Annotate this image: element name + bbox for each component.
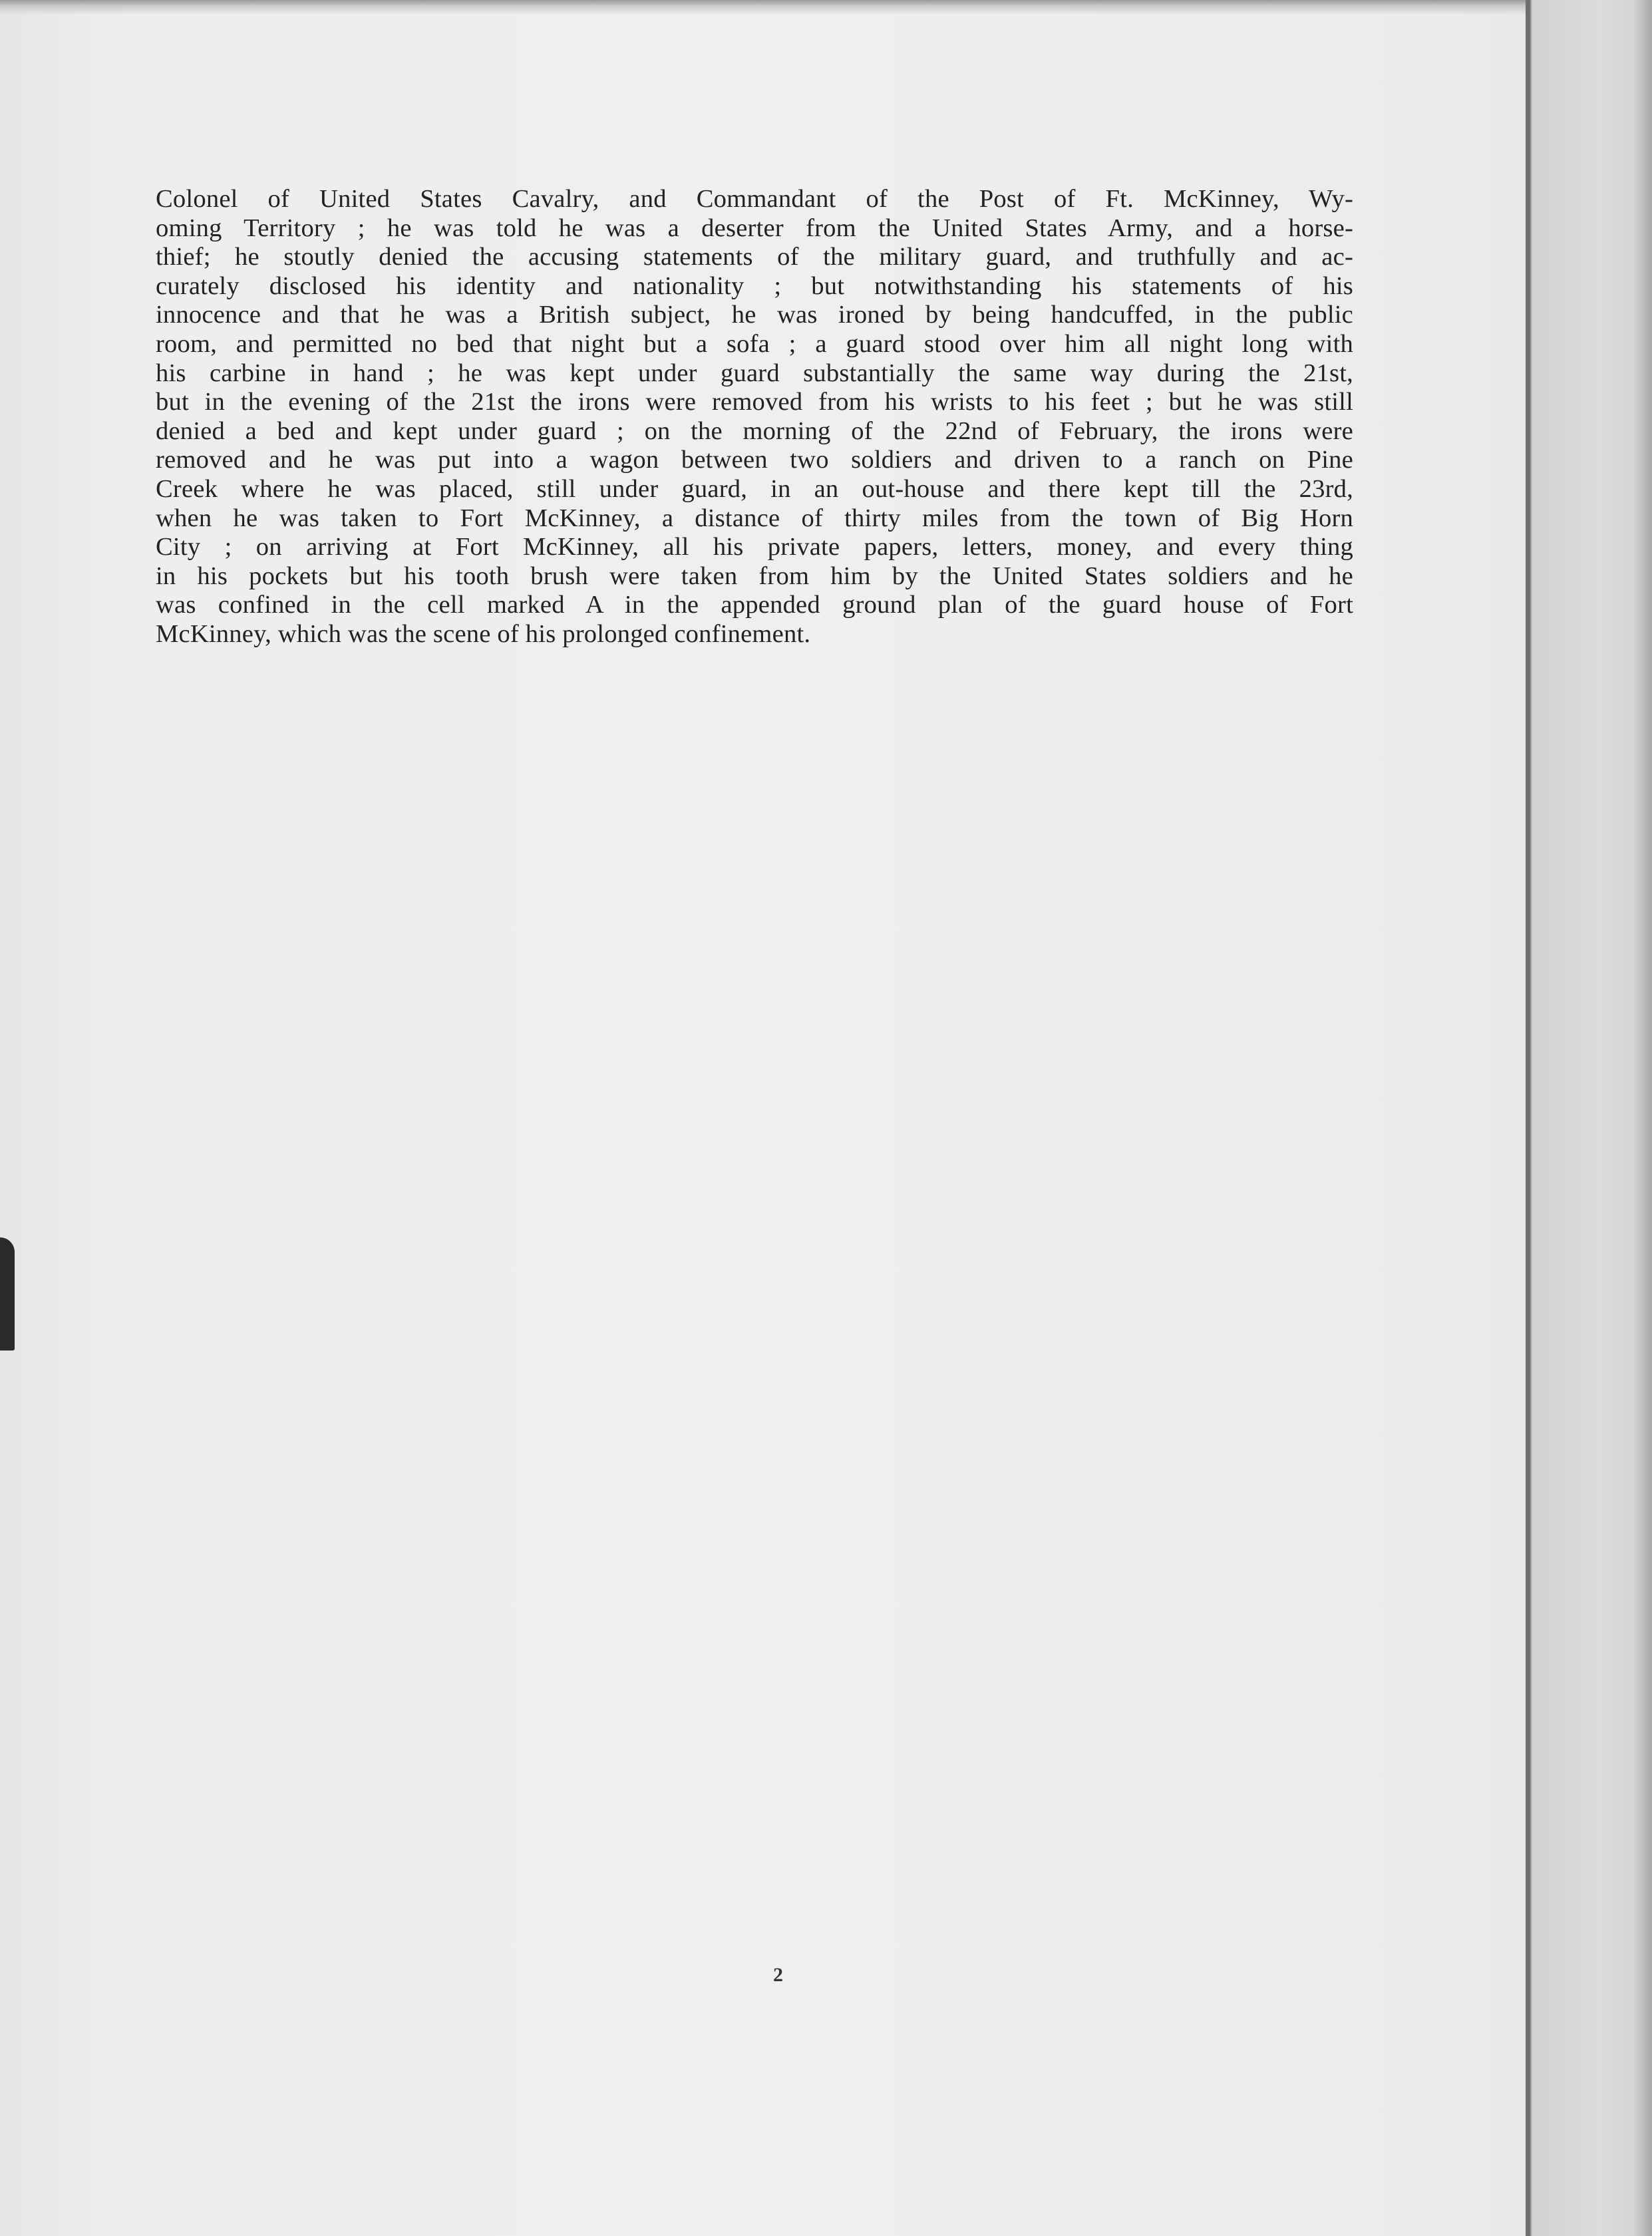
text-line: denied a bed and kept under guard ; on the morning of the 22nd of February, the irons were <box>156 416 1353 445</box>
text-line: when he was taken to Fort McKinney, a distance of thirty miles from the town of Big Horn <box>156 504 1353 532</box>
page-top-edge <box>0 0 1652 15</box>
text-line: thief; he stoutly denied the accusing statements of the military guard, and truthfully and ac- <box>156 243 1353 271</box>
text-line: oming Territory ; he was told he was a deserter from the United States Army, and a horse- <box>156 214 1353 242</box>
text-line: his carbine in hand ; he was kept under guard substantially the same way during the 21st, <box>156 359 1353 387</box>
page-right-edge <box>1635 0 1652 2236</box>
text-line: Creek where he was placed, still under guard, in an out-house and there kept till the 23rd, <box>156 474 1353 503</box>
page-tab <box>0 1237 15 1351</box>
text-line: curately disclosed his identity and nationality ; but notwithstanding his statements of his <box>156 271 1353 300</box>
binding-strip <box>1526 0 1652 2236</box>
text-line: in his pockets but his tooth brush were taken from him by the United States soldiers and he <box>156 561 1353 590</box>
text-line: City ; on arriving at Fort McKinney, all his private papers, letters, money, and every thing <box>156 533 1353 561</box>
body-paragraph <box>156 185 1353 649</box>
text-line: was confined in the cell marked A in the appended ground plan of the guard house of Fort <box>156 591 1353 619</box>
text-line: removed and he was put into a wagon between two soldiers and driven to a ranch on Pine <box>156 446 1353 474</box>
text-line: innocence and that he was a British subject, he was ironed by being handcuffed, in the public <box>156 301 1353 329</box>
text-line: but in the evening of the 21st the irons were removed from his wrists to his feet ; but he was still <box>156 388 1353 416</box>
text-line: room, and permitted no bed that night but a sofa ; a guard stood over him all night long with <box>156 329 1353 358</box>
page-number: 2 <box>773 1964 783 1986</box>
text-line: Colonel of United States Cavalry, and Commandant of the Post of Ft. McKinney, Wy- <box>156 185 1353 213</box>
text-line: McKinney, which was the scene of his prolonged confinement. <box>156 619 811 648</box>
